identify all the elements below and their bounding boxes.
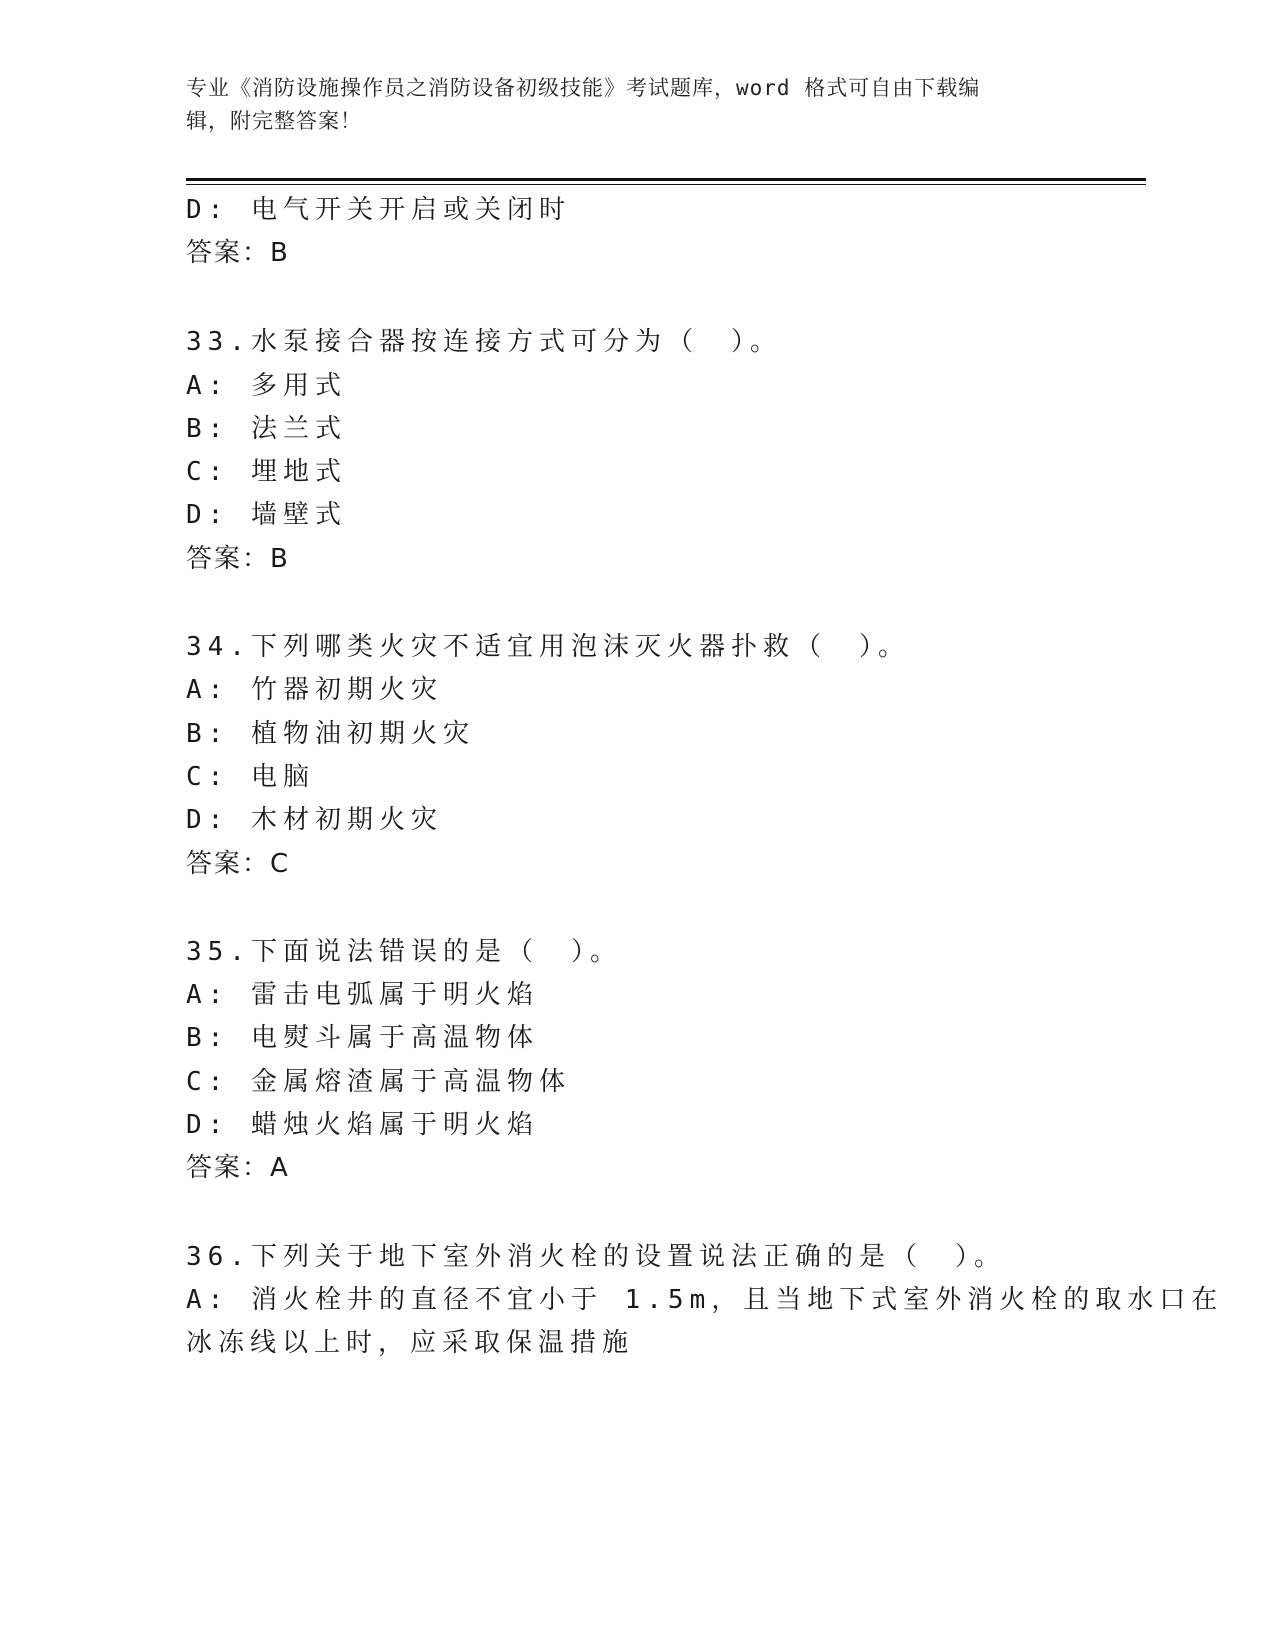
q35-option-a: A: 雷击电弧属于明火焰: [186, 980, 539, 1010]
q36-option-a-line-1: A: 消火栓井的直径不宜小于 1.5m，且当地下式室外消火栓的取水口在: [186, 1285, 1224, 1315]
prev-option-d: D: 电气开关开启或关闭时: [186, 195, 571, 225]
q33-option-d: D: 墙壁式: [186, 500, 347, 530]
header-divider-thin: [186, 184, 1146, 185]
q33-option-c: C: 埋地式: [186, 457, 347, 487]
header-line-1: 专业《消防设施操作员之消防设备初级技能》考试题库，word 格式可自由下载编: [186, 76, 981, 100]
q35-stem: 35.下面说法错误的是（ ）。: [186, 937, 622, 967]
q34-option-a: A: 竹器初期火灾: [186, 675, 443, 705]
q36-option-a-line-2: 冰冻线以上时，应采取保温措施: [186, 1328, 635, 1358]
q34-option-b: B: 植物油初期火灾: [186, 719, 475, 749]
q34-option-c: C: 电脑: [186, 762, 315, 792]
q34-answer: 答案：C: [186, 849, 291, 879]
q33-answer: 答案：B: [186, 544, 290, 574]
q35-answer: 答案：A: [186, 1153, 290, 1183]
q35-option-c: C: 金属熔渣属于高温物体: [186, 1067, 571, 1097]
header-divider-thick: [186, 178, 1146, 181]
header-line-2: 辑，附完整答案！: [186, 109, 362, 133]
q36-stem: 36.下列关于地下室外消火栓的设置说法正确的是（ ）。: [186, 1242, 1006, 1272]
q34-stem: 34.下列哪类火灾不适宜用泡沫灭火器扑救（ ）。: [186, 632, 910, 662]
q34-option-d: D: 木材初期火灾: [186, 805, 443, 835]
q33-option-b: B: 法兰式: [186, 414, 347, 444]
q35-option-d: D: 蜡烛火焰属于明火焰: [186, 1110, 539, 1140]
q33-stem: 33.水泵接合器按连接方式可分为（ ）。: [186, 327, 782, 357]
q35-option-b: B: 电熨斗属于高温物体: [186, 1023, 539, 1053]
q33-option-a: A: 多用式: [186, 371, 347, 401]
document-header: [186, 72, 1066, 138]
prev-answer: 答案：B: [186, 238, 290, 268]
